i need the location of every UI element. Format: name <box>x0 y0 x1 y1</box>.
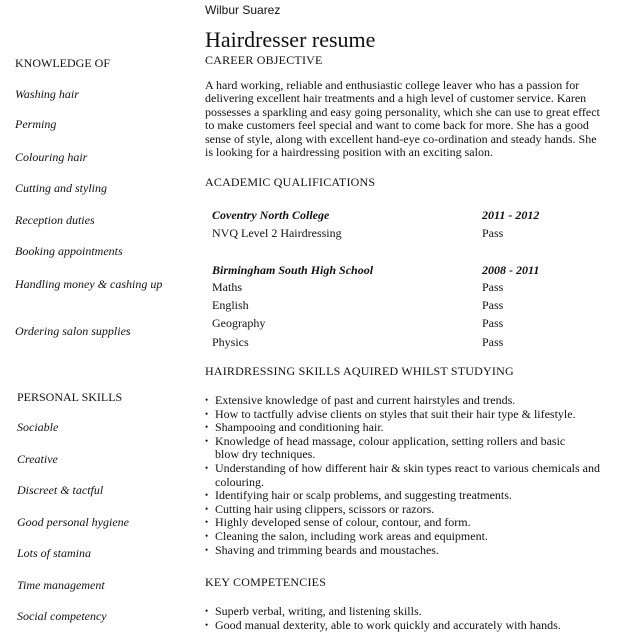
career-objective-text: A hard working, reliable and enthusiastic college leaver who has a passion for delivering excellent hair treatments and a high level of customer service. Karen possesses a sparkling and easy going personality, which she can use to great effect to make customers feel special and want to come back for more. She has a good sense of style, along with excellent hand-eye co-ordination and steady hands. She is looking for a hairdressing position with an exciting salon. <box>205 78 600 160</box>
knowledge-heading: KNOWLEDGE OF <box>15 56 110 70</box>
bullet-icon: • <box>205 619 209 630</box>
candidate-name: Wilbur Suarez <box>205 3 281 17</box>
skill-list-item: • Shaving and trimming beards and moustaches. <box>205 542 439 557</box>
qualification-result: Pass <box>482 280 504 294</box>
bullet-icon: • <box>205 408 209 419</box>
knowledge-item: Perming <box>15 117 57 131</box>
knowledge-item: Colouring hair <box>15 150 88 164</box>
personal-skill-item: Discreet & tactful <box>17 483 104 497</box>
knowledge-item: Reception duties <box>15 213 95 227</box>
bullet-icon: • <box>205 422 209 433</box>
bullet-icon: • <box>205 490 209 501</box>
page-title: Hairdresser resume <box>205 27 376 52</box>
qualification-subject: Geography <box>212 316 266 330</box>
knowledge-item: Handling money & cashing up <box>15 277 163 291</box>
qualification-subject: Maths <box>212 280 242 294</box>
knowledge-item: Booking appointments <box>15 244 123 258</box>
career-objective-heading: CAREER OBJECTIVE <box>205 53 323 67</box>
competency-list-item: • Good manual dexterity, able to work quickly and accurately with hands. <box>205 617 561 632</box>
personal-skill-item: Creative <box>17 452 58 466</box>
qualification-result: Pass <box>482 335 504 349</box>
personal-skill-item: Lots of stamina <box>17 546 92 560</box>
qualification-subject: NVQ Level 2 Hairdressing <box>212 226 342 240</box>
qualification-result: Pass <box>482 298 504 312</box>
knowledge-item: Ordering salon supplies <box>15 324 131 338</box>
bullet-icon: • <box>205 606 209 616</box>
bullet-icon: • <box>205 435 209 446</box>
bullet-icon: • <box>205 462 209 473</box>
skill-list-item: • How to tactfully advise clients on styles that suit their hair type & lifestyle. <box>205 406 576 421</box>
skill-list-item: • Shampooing and conditioning hair. <box>205 420 384 435</box>
skill-list-item: • Cleaning the salon, including work areas and equipment. <box>205 528 488 543</box>
school-years: 2011 - 2012 <box>482 208 540 222</box>
qualification-subject: English <box>212 298 249 312</box>
competency-list-item: • Superb verbal, writing, and listening skills. <box>205 604 422 618</box>
personal-skill-item: Good personal hygiene <box>17 515 129 529</box>
hairdressing-skills-list <box>205 394 605 557</box>
qualification-result: Pass <box>482 226 504 240</box>
personal-skill-item: Social competency <box>17 609 107 623</box>
bullet-icon: • <box>205 503 209 514</box>
qualification-subject: Physics <box>212 335 249 349</box>
skill-list-item: • Highly developed sense of colour, contour, and form. <box>205 515 471 530</box>
academic-qualifications-heading: ACADEMIC QUALIFICATIONS <box>205 175 376 189</box>
bullet-icon: • <box>205 395 209 405</box>
skill-list-item: • Cutting hair using clippers, scissors or razors. <box>205 501 435 516</box>
skill-list-item: • Identifying hair or scalp problems, and suggesting treatments. <box>205 488 512 503</box>
bullet-icon: • <box>205 517 209 528</box>
knowledge-item: Washing hair <box>15 87 79 101</box>
skill-list-item: • Understanding of how different hair & skin types react to various chemicals and colouring. <box>205 460 601 489</box>
school-name: Coventry North College <box>212 208 330 222</box>
knowledge-item: Cutting and styling <box>15 181 108 195</box>
bullet-icon: • <box>205 544 209 555</box>
school-years: 2008 - 2011 <box>482 263 540 277</box>
key-competencies-heading: KEY COMPETENCIES <box>205 575 327 589</box>
skill-list-item: • Extensive knowledge of past and current hairstyles and trends. <box>205 393 516 407</box>
personal-skill-item: Time management <box>17 578 105 592</box>
skill-list-item: • Knowledge of head massage, colour application, setting rollers and basic blow dry techniques. <box>205 433 566 462</box>
qualification-result: Pass <box>482 316 504 330</box>
school-name: Birmingham South High School <box>212 263 374 277</box>
key-competencies-list <box>205 605 605 632</box>
personal-skills-heading: PERSONAL SKILLS <box>17 390 123 404</box>
hairdressing-skills-heading: HAIRDRESSING SKILLS AQUIRED WHILST STUDYING <box>205 364 514 378</box>
personal-skill-item: Sociable <box>17 420 59 434</box>
bullet-icon: • <box>205 530 209 541</box>
